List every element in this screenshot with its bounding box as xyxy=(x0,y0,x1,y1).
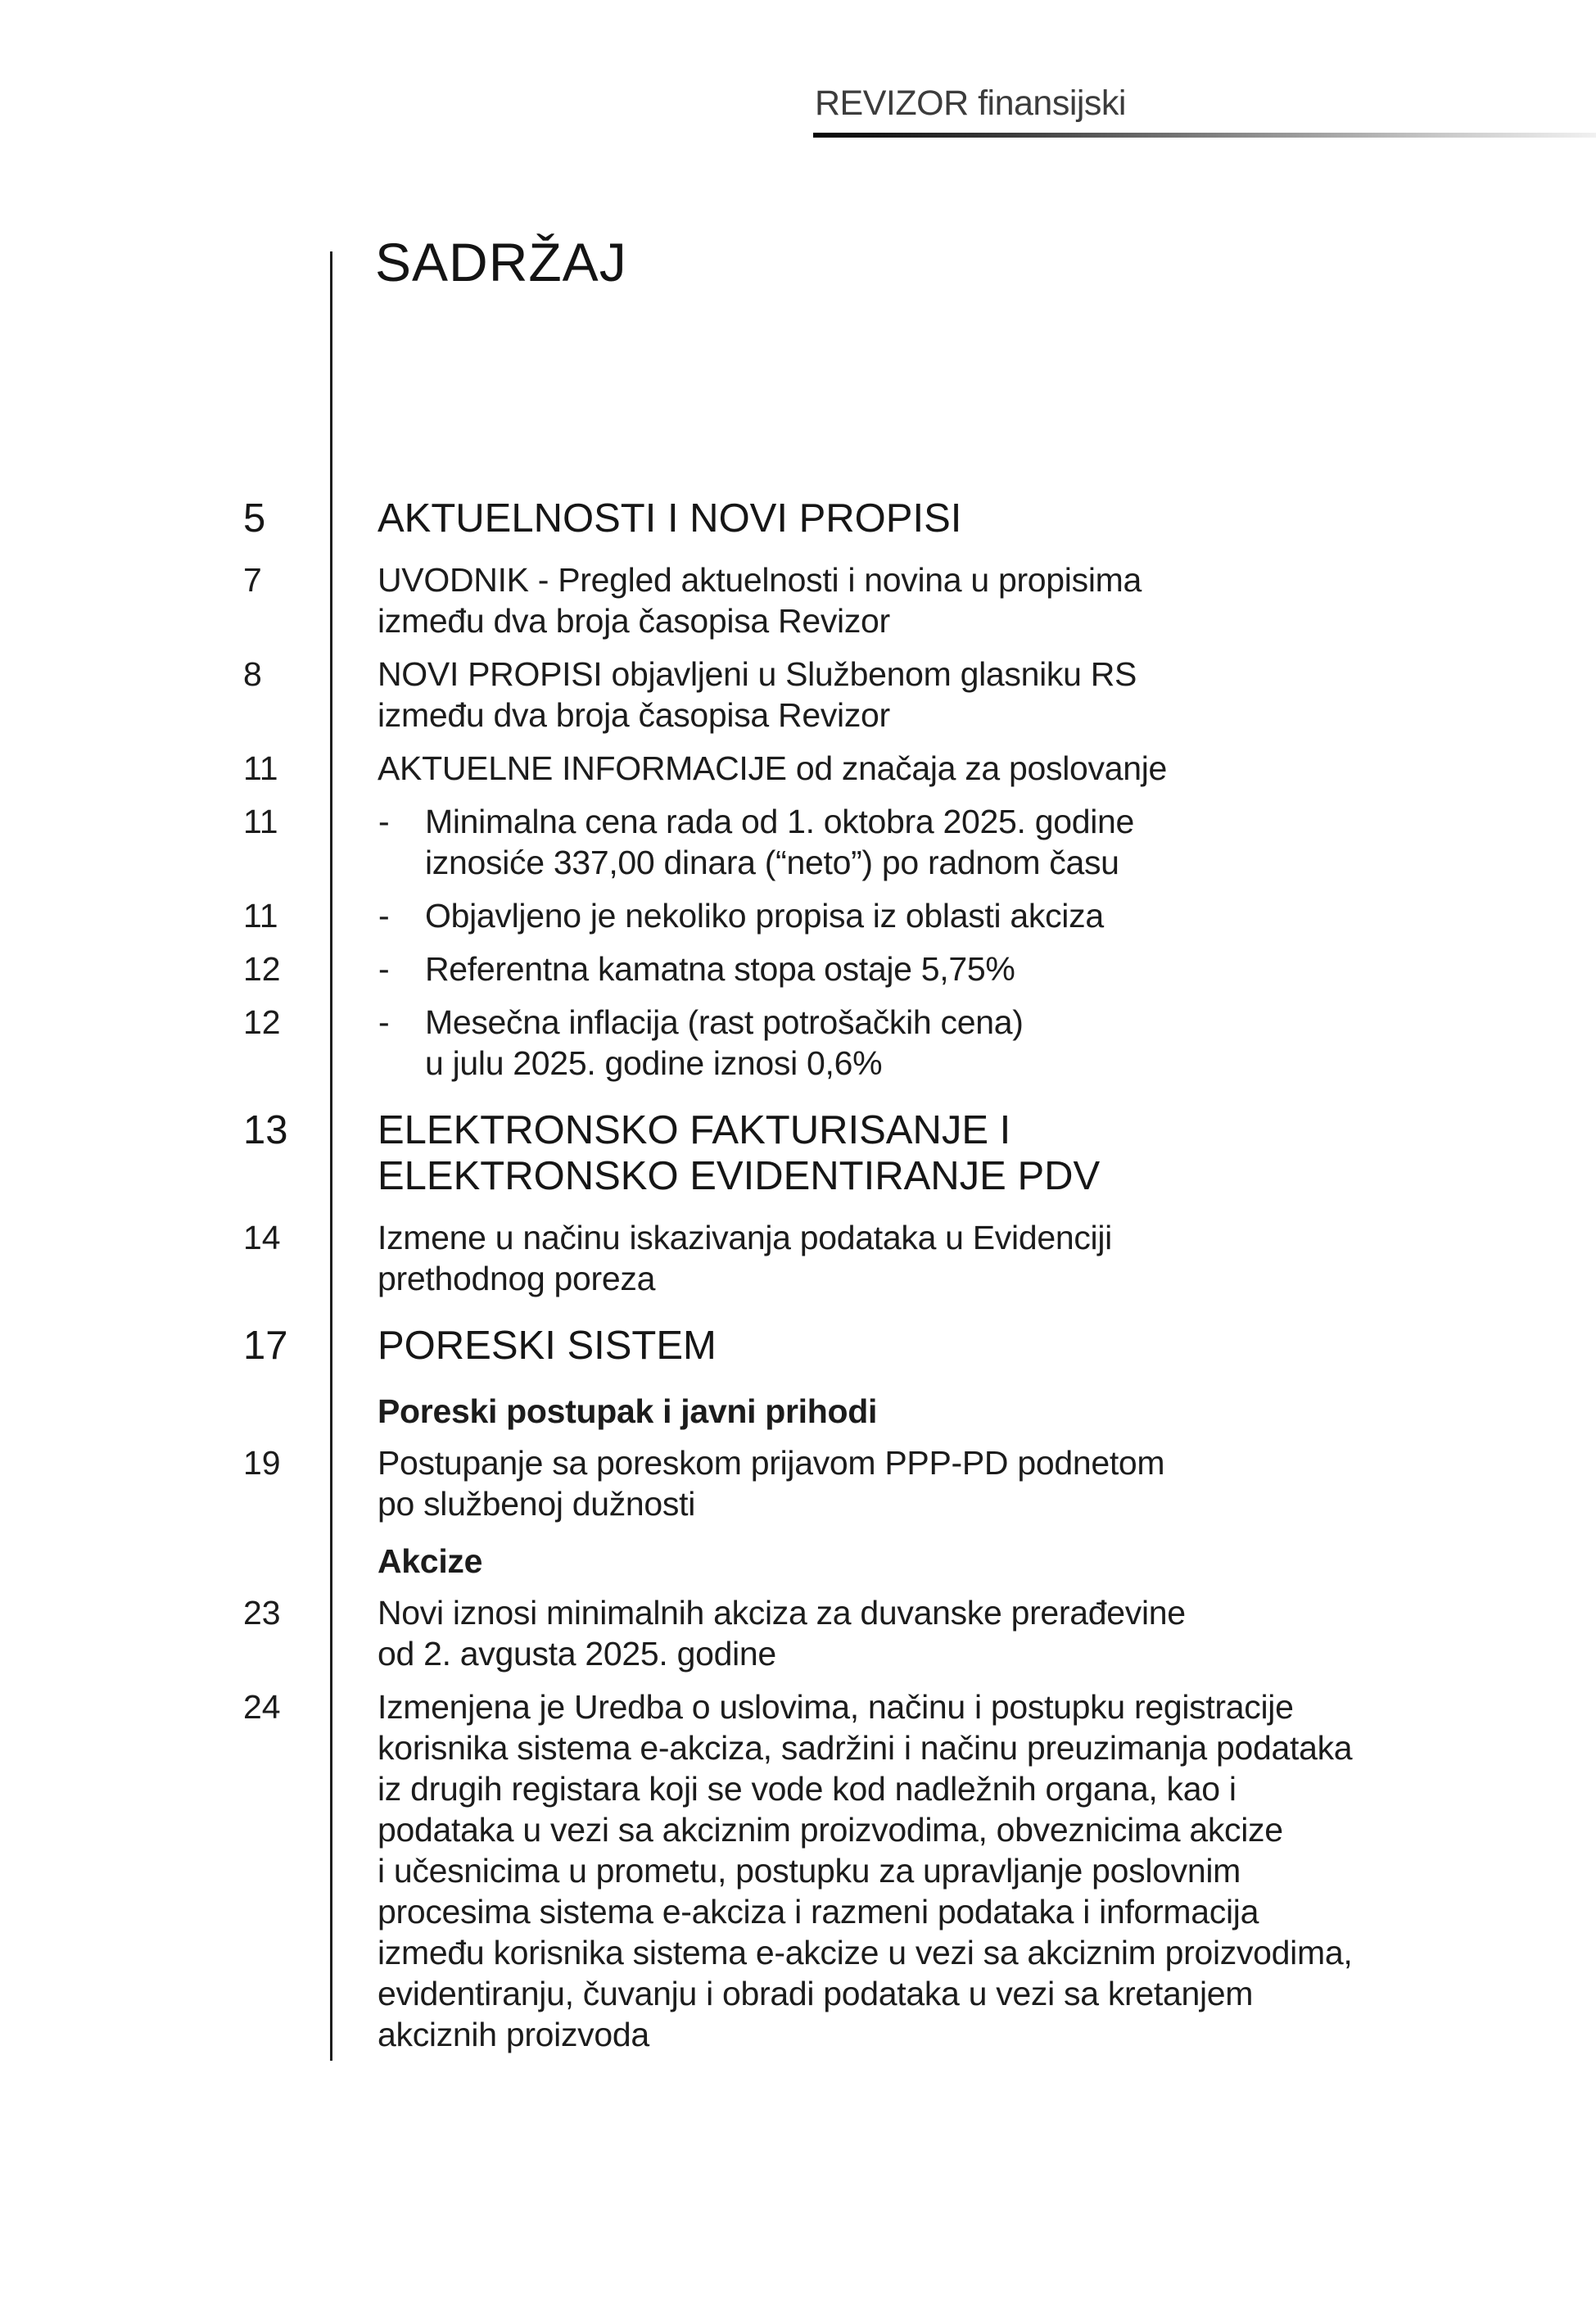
toc-entry xyxy=(0,1002,1596,1084)
toc-entry-line: Akcize xyxy=(378,1542,483,1580)
toc-entry xyxy=(0,484,1596,541)
toc-page-number: 11 xyxy=(243,803,278,840)
toc-entry-line: AKTUELNE INFORMACIJE od značaja za poslovanje xyxy=(378,749,1168,787)
toc-entry-line: ELEKTRONSKO FAKTURISANJE I xyxy=(378,1108,1011,1152)
dash-marker: - xyxy=(378,897,390,935)
toc-entry xyxy=(0,1537,1596,1582)
toc-entry-line: Objavljeno je nekoliko propisa iz oblasti akciza xyxy=(425,897,1104,935)
toc-page-number: 13 xyxy=(243,1108,288,1152)
toc-entry xyxy=(0,801,1596,883)
toc-page-number: 5 xyxy=(243,496,266,541)
toc-entry-line: Novi iznosi minimalnih akciza za duvanske prerađevine xyxy=(378,1594,1186,1632)
toc-page-number: 24 xyxy=(243,1688,281,1726)
toc-entry xyxy=(0,1686,1596,2055)
toc-page-number: 14 xyxy=(243,1219,281,1256)
toc-entry-line: procesima sistema e-akciza i razmeni podataka i informacija xyxy=(378,1893,1259,1930)
toc-entry xyxy=(0,1096,1596,1199)
toc-entry xyxy=(0,948,1596,989)
toc-entry-line: između dva broja časopisa Revizor xyxy=(378,696,890,734)
toc-entry-line: iz drugih registara koji se vode kod nadležnih organa, kao i xyxy=(378,1770,1237,1808)
toc-entry xyxy=(0,1442,1596,1524)
dash-marker: - xyxy=(378,1003,390,1041)
magazine-brand: REVIZOR finansijski xyxy=(815,84,1126,123)
toc-entry xyxy=(0,895,1596,936)
toc-entry-line: Poreski postupak i javni prihodi xyxy=(378,1392,878,1430)
toc-page-number: 17 xyxy=(243,1324,288,1368)
toc-entry-line: ELEKTRONSKO EVIDENTIRANJE PDV xyxy=(378,1154,1101,1198)
toc-entry-line: prethodnog poreza xyxy=(378,1260,656,1297)
page-title: SADRŽAJ xyxy=(375,232,627,292)
toc-entry xyxy=(0,748,1596,789)
toc-entry-line: Referentna kamatna stopa ostaje 5,75% xyxy=(425,950,1015,988)
toc-page-number: 12 xyxy=(243,950,281,988)
toc-entry-line: akciznih proizvoda xyxy=(378,2016,649,2053)
toc-entry xyxy=(0,1387,1596,1432)
toc-entry-line: Postupanje sa poreskom prijavom PPP-PD podnetom xyxy=(378,1444,1165,1482)
toc-entry-line: evidentiranju, čuvanju i obradi podataka u vezi sa kretanjem xyxy=(378,1975,1254,2012)
toc-entry-line: po službenoj dužnosti xyxy=(378,1485,696,1523)
toc-entry-line: između dva broja časopisa Revizor xyxy=(378,602,890,640)
toc-entry xyxy=(0,1217,1596,1299)
toc-page-number: 12 xyxy=(243,1003,281,1041)
toc-entry xyxy=(0,1592,1596,1674)
toc-entry-line: i učesnicima u prometu, postupku za upravljanje poslovnim xyxy=(378,1852,1241,1890)
toc-entry-line: UVODNIK - Pregled aktuelnosti i novina u propisima xyxy=(378,561,1142,599)
toc-entry-line: iznosiće 337,00 dinara (“neto”) po radnom času xyxy=(425,844,1119,881)
toc-entry-line: NOVI PROPISI objavljeni u Službenom glasniku RS xyxy=(378,655,1137,693)
toc-entry-line: podataka u vezi sa akciznim proizvodima, obveznicima akcize xyxy=(378,1811,1283,1849)
toc-entry-line: PORESKI SISTEM xyxy=(378,1324,717,1368)
dash-marker: - xyxy=(378,803,390,840)
toc-page-number: 19 xyxy=(243,1444,281,1482)
toc-entry-line: od 2. avgusta 2025. godine xyxy=(378,1635,776,1672)
toc-entry-line: korisnika sistema e-akciza, sadržini i načinu preuzimanja podataka xyxy=(378,1729,1353,1767)
toc-entry xyxy=(0,1311,1596,1369)
header-gradient-rule xyxy=(813,133,1596,138)
toc-page-number: 8 xyxy=(243,655,262,693)
toc-entry-line: Mesečna inflacija (rast potrošačkih cena) xyxy=(425,1003,1024,1041)
toc-entry-line: Izmenjena je Uredba o uslovima, načinu i postupku registracije xyxy=(378,1688,1294,1726)
toc-entry xyxy=(0,559,1596,641)
toc-entry-line: između korisnika sistema e-akcize u vezi sa akciznim proizvodima, xyxy=(378,1934,1353,1971)
toc-entry-line: u julu 2025. godine iznosi 0,6% xyxy=(425,1044,883,1082)
dash-marker: - xyxy=(378,950,390,988)
toc-entry-line: Minimalna cena rada od 1. oktobra 2025. godine xyxy=(425,803,1135,840)
toc-page-number: 11 xyxy=(243,897,278,935)
toc-list xyxy=(0,484,1596,2067)
toc-page-number: 23 xyxy=(243,1594,281,1632)
toc-entry-line: AKTUELNOSTI I NOVI PROPISI xyxy=(378,496,962,541)
toc-page-number: 7 xyxy=(243,561,262,599)
toc-page-number: 11 xyxy=(243,749,278,787)
toc-entry xyxy=(0,654,1596,736)
toc-entry-line: Izmene u načinu iskazivanja podataka u Evidenciji xyxy=(378,1219,1112,1256)
